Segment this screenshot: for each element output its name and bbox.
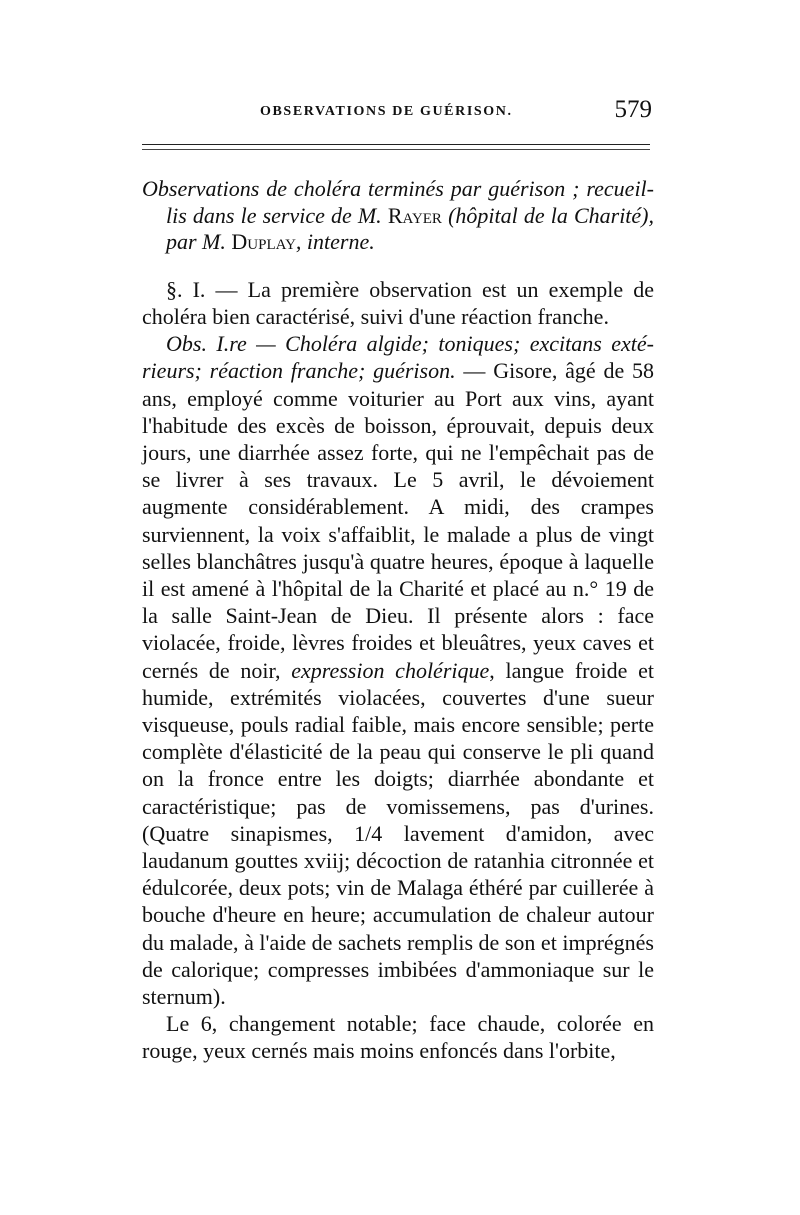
observation-heading: Choléra algide; toniques; excitans exté-rieurs; réaction franche; guérison. (142, 331, 654, 384)
section-lead: §. I. — La première observation est un exemple de choléra bien caractérisé, suivi d'une réaction franche. (142, 276, 654, 329)
author-name-rayer: Rayer (387, 202, 442, 228)
header-rule-thin (142, 149, 650, 150)
observation-italic-b: expression cholérique (291, 657, 490, 683)
author-name-duplay: Duplay (231, 229, 296, 255)
header-rule (142, 144, 650, 145)
observation-followup: Le 6, changement notable; face chaude, colorée en rouge, yeux cernés mais moins enfoncés dans l'orbite, (142, 1011, 654, 1064)
article-title (142, 176, 654, 256)
title-part-2: (hôpital de la Charité), par M. (166, 202, 655, 255)
observation-text-a: — Gisore, âgé de 58 ans, employé comme voiturier au Port aux vins, ayant l'habitude des excès de boisson, éprouvait, depuis deux jours, une diarrhée assez forte, qui ne l'empêchait pas de se livrer à ses travaux. Le 5 avril, le dévoiement augmente considérablement. A midi, des crampes surviennent, la voix s'affaiblit, le malade a plus de vingt selles blanchâtres jusqu'à quatre heures, époque à laquelle il est amené à l'hôpital de la Charité et placé au n.° 19 de la salle Saint-Jean de Dieu. Il présente alors : face violacée, froide, lèvres froides et bleuâtres, yeux caves et cernés de noir, (142, 358, 655, 683)
page-number: 579 (614, 96, 652, 123)
body-text (142, 176, 654, 1065)
running-head: OBSERVATIONS DE GUÉRISON. (260, 104, 513, 119)
page-header (142, 98, 652, 132)
title-part-1: Observations de choléra terminés par guérison ; recueil-lis dans le service de M. (142, 176, 654, 228)
title-part-3: , interne. (295, 229, 375, 255)
observation-paragraph (142, 330, 654, 1010)
observation-label: Obs. I.re — (166, 331, 286, 357)
observation-text-c: , langue froide et humide, extrémités violacées, couvertes d'une sueur visqueuse, pouls radial faible, mais encore sensible; perte complète d'élasticité de la peau qui conserve le pli quand on la fronce entre les doigts; diarrhée abondante et caractéristique; pas de vomissemens, pas d'urines. (Quatre sinapismes, 1/4 lavement d'amidon, avec laudanum gouttes xviij; décoction de ratanhia citronnée et édulcorée, deux pots; vin de Malaga éthéré par cuillerée à bouche d'heure en heure; accumulation de chaleur autour du malade, à l'aide de sachets remplis de son et imprégnés de calorique; compresses imbibées d'ammoniaque sur le sternum). (142, 657, 654, 1010)
